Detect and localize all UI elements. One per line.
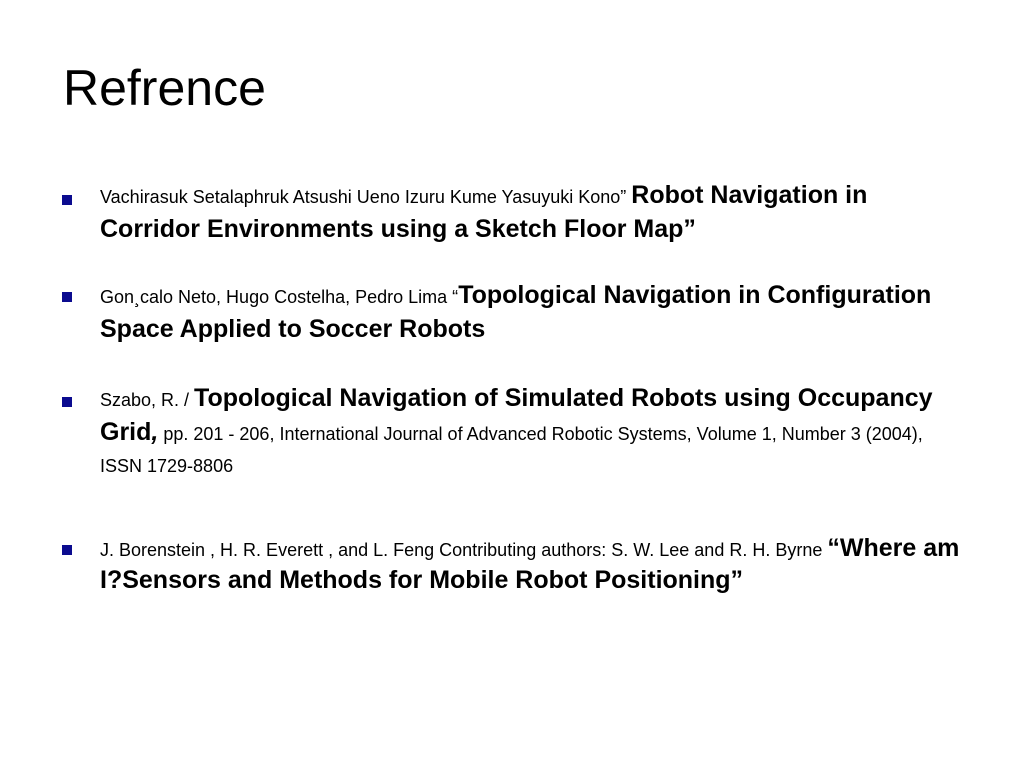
square-bullet-icon [62,292,72,302]
slide-title: Refrence [63,60,266,116]
reference-text [100,534,960,598]
square-bullet-icon [62,545,72,555]
reference-quote: ” [620,187,632,207]
reference-authors: Szabo, R. / [100,390,195,410]
reference-comma: , [151,418,159,446]
reference-text [100,180,960,248]
reference-authors: J. Borenstein , H. R. Everett , and L. Feng Contributing authors: S. W. Lee and R. H. Byrne [100,540,828,560]
square-bullet-icon [62,397,72,407]
reference-title: Topological Navigation of Simulated Robots using Occupancy Grid [100,384,933,446]
reference-details: pp. 201 - 206, International Journal of Advanced Robotic Systems, Volume 1, Number 3 (2004), ISSN 1729-8806 [100,424,923,476]
reference-text [100,280,960,348]
reference-authors: Gon¸calo Neto, Hugo Costelha, Pedro Lima “ [100,287,459,307]
reference-title: Topological Navigation in Configuration Space Applied to Soccer Robots [100,281,932,343]
reference-title: “Where am I?Sensors and Methods for Mobile Robot Positioning” [100,534,960,594]
reference-title: Robot Navigation in Corridor Environments using a Sketch Floor Map” [100,181,868,243]
reference-text [100,383,960,483]
reference-authors: Vachirasuk Setalaphruk Atsushi Ueno Izuru Kume Yasuyuki Kono [100,187,621,207]
square-bullet-icon [62,195,72,205]
